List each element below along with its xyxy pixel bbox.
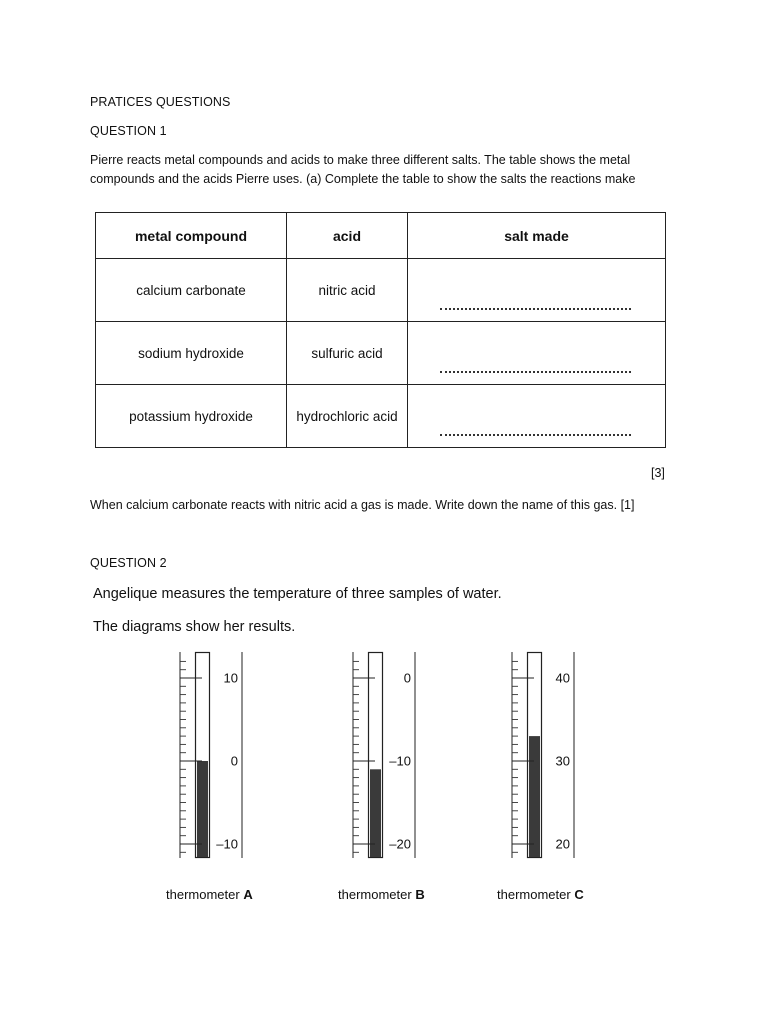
table-row <box>96 259 666 322</box>
acid-cell: sulfuric acid <box>287 322 408 385</box>
answer-line[interactable] <box>440 371 631 373</box>
thermometer-letter: B <box>415 887 425 902</box>
thermometer-a-label <box>166 887 253 902</box>
thermometer-drawing <box>504 650 594 860</box>
thermometer-drawing <box>345 650 435 860</box>
thermometer-label-prefix: thermometer <box>166 887 244 902</box>
header-salt-made: salt made <box>408 213 666 259</box>
thermometer-tick-label: 10 <box>223 670 238 686</box>
question-1-label: QUESTION 1 <box>90 124 167 138</box>
table-row <box>96 322 666 385</box>
salts-table <box>95 212 666 448</box>
thermometer-a <box>172 650 262 860</box>
thermometer-tick-label: 0 <box>230 753 238 769</box>
acid-cell: nitric acid <box>287 259 408 322</box>
thermometer-label-prefix: thermometer <box>338 887 416 902</box>
thermometer-tick-label: 30 <box>555 753 570 769</box>
gas-question: When calcium carbonate reacts with nitric acid a gas is made. Write down the name of this gas. [1] <box>90 498 635 512</box>
question-2-line-2: The diagrams show her results. <box>93 619 296 635</box>
metal-compound-cell: sodium hydroxide <box>96 322 287 385</box>
question-1-intro: Pierre reacts metal compounds and acids to make three different salts. The table shows the metal compounds and the acids Pierre uses. (a) Complete the table to show the salts the reactions make <box>90 153 636 186</box>
thermometer-tick-label: –20 <box>389 836 411 852</box>
metal-compound-cell: potassium hydroxide <box>96 385 287 448</box>
thermometer-tick-label: –10 <box>389 753 411 769</box>
thermometer-liquid <box>197 761 208 857</box>
thermometer-tick-label: 20 <box>555 836 570 852</box>
answer-line[interactable] <box>440 308 631 310</box>
answer-line[interactable] <box>440 434 631 436</box>
thermometer-c-label <box>497 887 584 902</box>
page-heading: PRATICES QUESTIONS <box>90 95 231 109</box>
thermometer-letter: A <box>243 887 253 902</box>
table-row <box>96 385 666 448</box>
table-header-row <box>96 213 666 259</box>
thermometer-tick-label: 0 <box>403 670 411 686</box>
metal-compound-cell: calcium carbonate <box>96 259 287 322</box>
question-2-line-1: Angelique measures the temperature of three samples of water. <box>93 586 502 602</box>
thermometer-b-label <box>338 887 425 902</box>
salt-answer-cell[interactable] <box>408 322 666 385</box>
question-2-label: QUESTION 2 <box>90 556 167 570</box>
thermometer-c <box>504 650 594 860</box>
thermometer-drawing <box>172 650 262 860</box>
thermometer-liquid <box>529 736 540 857</box>
header-acid: acid <box>287 213 408 259</box>
thermometer-letter: C <box>574 887 584 902</box>
salt-answer-cell[interactable] <box>408 259 666 322</box>
thermometer-tick-label: 40 <box>555 670 570 686</box>
thermometer-tick-label: –10 <box>216 836 238 852</box>
thermometer-b <box>345 650 435 860</box>
salt-answer-cell[interactable] <box>408 385 666 448</box>
thermometer-label-prefix: thermometer <box>497 887 575 902</box>
header-metal-compound: metal compound <box>96 213 287 259</box>
acid-cell: hydrochloric acid <box>287 385 408 448</box>
marks-label: [3] <box>651 466 665 480</box>
